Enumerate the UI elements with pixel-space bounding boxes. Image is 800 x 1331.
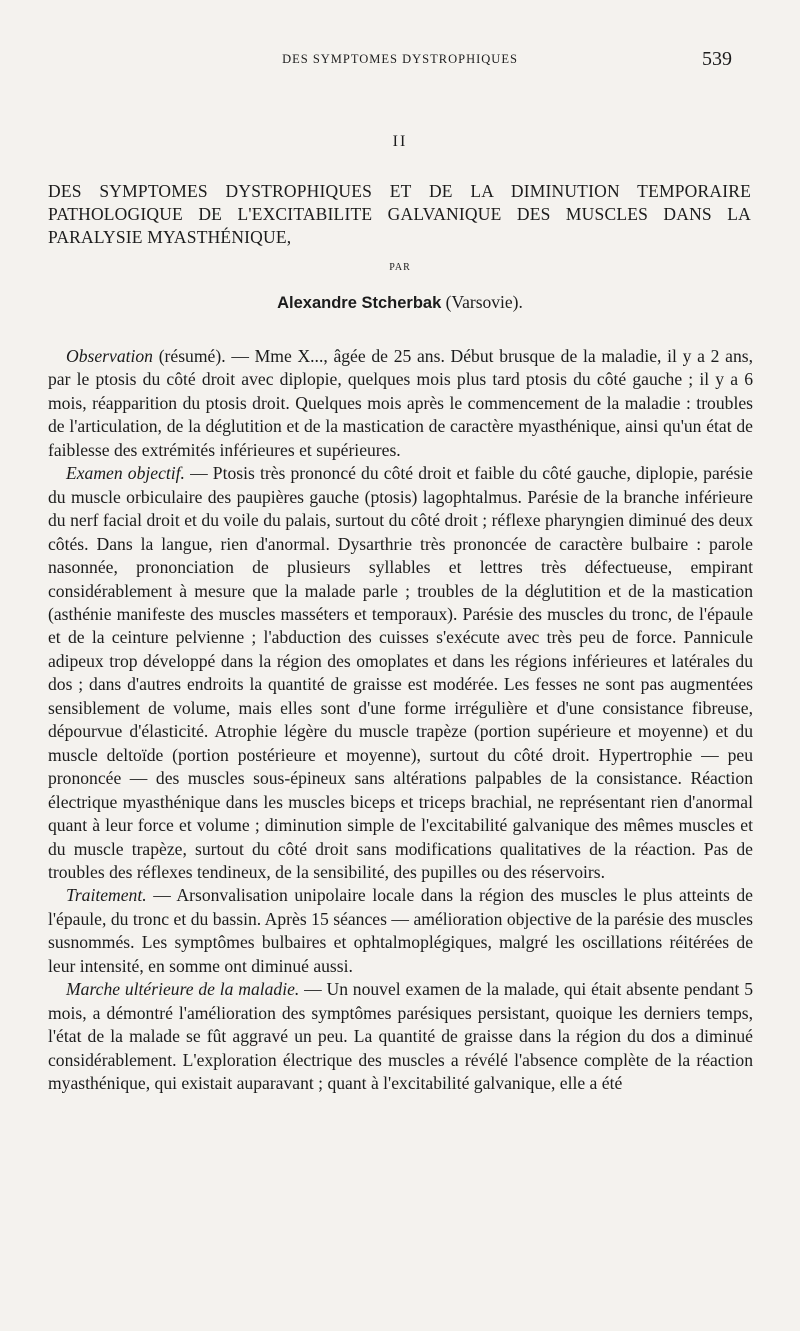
paragraph-lead: Marche ultérieure de la maladie.: [66, 979, 300, 1000]
paragraph-observation: [48, 345, 753, 462]
paragraph-examen: [48, 462, 753, 884]
paragraph-lead: Observation: [66, 346, 153, 366]
byline: [0, 292, 800, 313]
paragraph-lead: Traitement.: [66, 885, 147, 906]
section-numeral: II: [392, 133, 408, 150]
paragraph-marche: [48, 978, 753, 1095]
author-affiliation: (Varsovie).: [445, 292, 523, 312]
paragraph-text: — Un nouvel examen de la malade, qui était absente pendant 5 mois, a démontré l'amélioration des symptômes parésiques persistant, quoique les derniers temps, l'état de la malade se fût aggravé un peu. La quantité de graisse dans la région du dos a diminué considérablement. L'exploration électrique des muscles a révélé l'absence complète de la réaction myasthénique, qui existait auparavant ; quant à l'excitabilité galvanique, elle a été: [48, 979, 753, 1094]
paragraph-text: (résumé). — Mme X..., âgée de 25 ans. Début brusque de la maladie, il y a 2 ans, par le ptosis du côté droit avec diplopie, quelques mois plus tard ptosis du côté gauche ; il y a 6 mois, réapparition du ptosis droit. Quelques mois après le commencement de la maladie : troubles de l'articulation, de la déglutition et de la mastication de caractère myasthénique, ainsi qu'un état de faiblesse des extrémités inférieures et supérieures.: [48, 346, 753, 460]
body-text: [48, 345, 753, 1096]
running-title: DES SYMPTOMES DYSTROPHIQUES: [282, 52, 518, 66]
author-name: Alexandre Stcherbak: [277, 294, 442, 312]
article-title: DES SYMPTOMES DYSTROPHIQUES ET DE LA DIMINUTION TEMPORAIRE PATHOLOGIQUE DE L'EXCITABILITE GALVANIQUE DES MUSCLES DANS LA PARALYSIE MYASTHÉNIQUE,: [48, 181, 751, 247]
byline-par: PAR: [389, 262, 411, 273]
paragraph-text: — Ptosis très prononcé du côté droit et faible du côté gauche, diplopie, parésie du muscle orbiculaire des paupières gauche (ptosis) lagophtalmus. Parésie de la branche inférieure du nerf facial droit et du voile du palais, surtout du côté droit ; réflexe pharyngien diminué des deux côtés. Dans la langue, rien d'anormal. Dysarthrie très prononcée de caractère bulbaire : parole nasonnée, prononciation de plusieurs syllables et lettres très défectueuse, empirant considérablement à mesure que la malade parle ; troubles de la déglutition et de la mastication (asthénie manifeste des muscles masséters et temporaux). Parésie des muscles du tronc, de l'épaule et de la ceinture pelvienne ; l'abduction des cuisses s'exécute avec très peu de force. Pannicule adipeux trop développé dans la région des omoplates et dans les régions inférieures et latérales du dos ; dans d'autres endroits la quantité de graisse est modérée. Les fesses ne sont pas augmentées sensiblement de volume, mais elles sont d'une forme irrégulière et d'une consistance fibreuse, dépourvue d'élasticité. Atrophie légère du muscle trapèze (portion supérieure et moyenne) et du muscle deltoïde (portion postérieure et moyenne), surtout du côté droit. Hypertrophie — peu prononcée — des muscles sous-épineux sans altérations palpables de la consistance. Réaction électrique myasthénique dans les muscles biceps et triceps brachial, ne représentant rien d'anormal quant à leur force et volume ; diminution simple de l'excitabilité galvanique des mêmes muscles et du muscle trapèze, surtout du côté droit sans modifications qualitatives de la réaction. Pas de troubles des réflexes tendineux, de la sensibilité, des pupilles ou des réservoirs.: [48, 463, 753, 882]
page-number: 539: [702, 48, 732, 70]
paragraph-text: — Arsonvalisation unipolaire locale dans la région des muscles le plus atteints de l'épaule, du tronc et du bassin. Après 15 séances — amélioration objective de la parésie des muscles susnommés. Les symptômes bulbaires et ophtalmoplégiques, malgré les oscillations réitérées de leur intensité, en somme ont diminué aussi.: [48, 885, 753, 976]
running-head: [0, 48, 800, 72]
paragraph-traitement: [48, 884, 753, 978]
paragraph-lead: Examen objectif.: [66, 463, 185, 484]
